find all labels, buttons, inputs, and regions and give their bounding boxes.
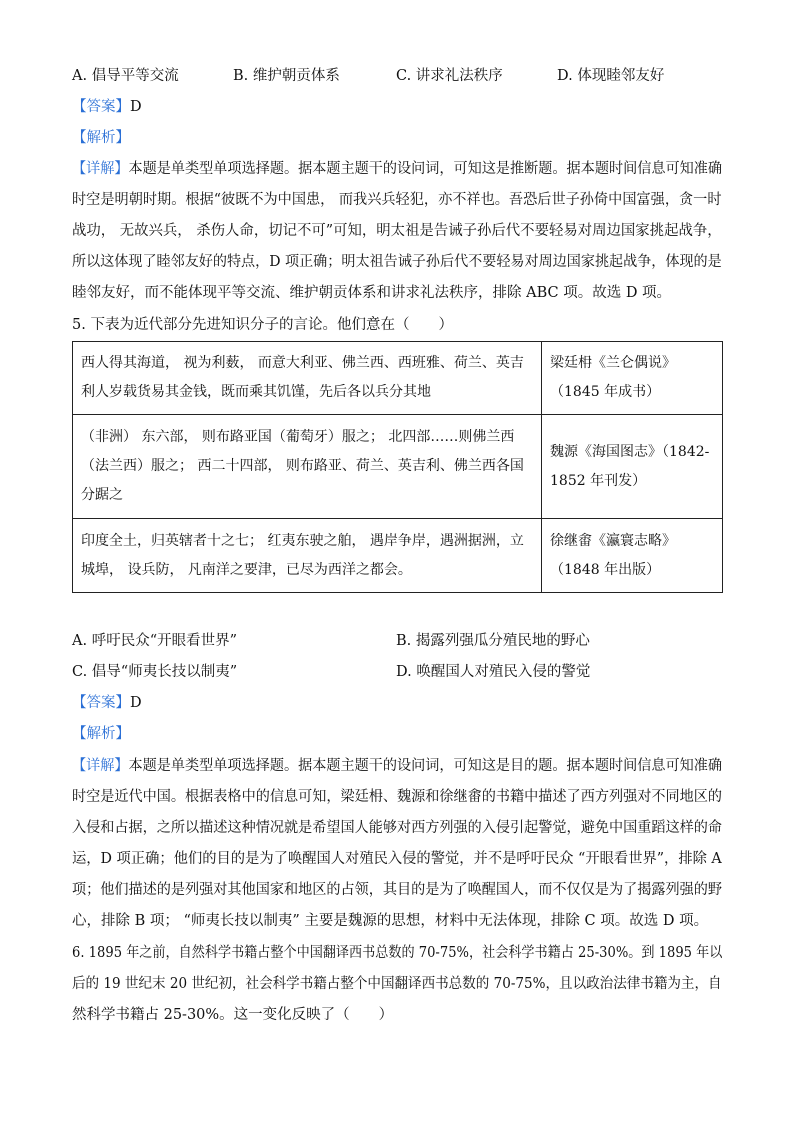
source-cell: 魏源《海国图志》（1842-1852 年刊发） — [542, 415, 723, 519]
q4-detail-line: 战功， 无故兴兵， 杀伤人命，切记不可”可知，明太祖是告诫子孙后代不要轻易对周边国家挑起战争， — [72, 223, 722, 239]
q6-stem-line: 然科学书籍占 25-30%。这一变化反映了（ ） — [72, 1007, 394, 1023]
q5-option-c: C. 倡导“师夷长技以制夷” — [72, 664, 238, 680]
table-row — [73, 342, 723, 415]
source-cell: 梁廷枏《兰仑偶说》（1845 年成书） — [542, 342, 723, 415]
q5-quote-table — [72, 341, 723, 593]
q5-answer — [72, 693, 142, 713]
q5-stem: 5. 下表为近代部分先进知识分子的言论。他们意在（ ） — [72, 317, 453, 333]
q4-option-a: A. 倡导平等交流 — [72, 68, 179, 84]
answer-value: D — [130, 99, 142, 115]
q5-detail-line: 项；他们描述的是列强对其他国家和地区的占领，其目的是为了唤醒国人，而不仅仅是为了揭露列强的野 — [72, 882, 722, 898]
q5-option-b: B. 揭露列强瓜分殖民地的野心 — [396, 633, 590, 649]
table-row — [73, 519, 723, 593]
detail-tag: 【详解】 — [72, 161, 129, 177]
q4-answer — [72, 97, 142, 117]
q5-detail-line: 时空是近代中国。根据表格中的信息可知，梁廷枏、魏源和徐继畬的书籍中描述了西方列强对不同地区的 — [72, 789, 722, 805]
q4-detail-line: 时空是明朝时期。根据“彼既不为中国患， 而我兴兵轻犯，亦不祥也。吾恐后世子孙倚中国富强，贪一时 — [72, 192, 722, 208]
detail-text: 本题是单类型单项选择题。据本题主题干的设问词，可知这是推断题。据本题时间信息可知准确 — [128, 161, 723, 177]
answer-tag: 【答案】 — [72, 695, 130, 711]
analysis-tag: 【解析】 — [72, 726, 130, 742]
q6-stem-line: 后的 19 世纪末 20 世纪初，社会科学书籍占整个中国翻译西书总数的 70-75%，且以政治法律书籍为主，自 — [72, 976, 722, 992]
table-row — [73, 415, 723, 519]
q5-detail-line: 运，D 项正确；他们的目的是为了唤醒国人对殖民入侵的警觉，并不是呼吁民众 “开眼看世界”，排除 A — [72, 851, 722, 867]
q5-option-a: A. 呼吁民众“开眼看世界” — [72, 633, 238, 649]
answer-tag: 【答案】 — [72, 99, 130, 115]
answer-value: D — [130, 695, 142, 711]
quote-cell: 西人得其海道， 视为利薮， 而意大利亚、佛兰西、西班雅、荷兰、英吉利人岁载货易其金钱，既而乘其饥馑，先后各以兵分其地 — [73, 342, 542, 415]
q4-option-d: D. 体现睦邻友好 — [557, 68, 665, 84]
q5-analysis-heading — [72, 724, 130, 744]
quote-cell: （非洲） 东六部， 则布路亚国（葡萄牙）服之； 北四部……则佛兰西（法兰西）服之； 西二十四部， 则布路亚、荷兰、英吉利、佛兰西各国分踞之 — [73, 415, 542, 519]
q4-detail-line — [72, 159, 722, 179]
detail-text: 本题是单类型单项选择题。据本题主题干的设问词，可知这是目的题。据本题时间信息可知准确 — [128, 758, 723, 774]
source-cell: 徐继畬《瀛寰志略》（1848 年出版） — [542, 519, 723, 593]
analysis-tag: 【解析】 — [72, 130, 130, 146]
q4-detail-line: 睦邻友好，而不能体现平等交流、维护朝贡体系和讲求礼法秩序，排除 ABC 项。故选 D 项。 — [72, 285, 672, 301]
q4-analysis-heading — [72, 128, 130, 148]
q4-option-c: C. 讲求礼法秩序 — [396, 68, 503, 84]
detail-tag: 【详解】 — [72, 758, 129, 774]
q5-detail-line: 入侵和占据，之所以描述这种情况就是希望国人能够对西方列强的入侵引起警觉，避免中国重蹈这样的命 — [72, 820, 722, 836]
quote-cell: 印度全土，归英辖者十之七； 红夷东驶之舶， 遇岸争岸，遇洲据洲，立城埠， 设兵防， 凡南洋之要津，已尽为西洋之都会。 — [73, 519, 542, 593]
q4-detail-line: 所以这体现了睦邻友好的特点，D 项正确；明太祖告诫子孙后代不要轻易对周边国家挑起战争，体现的是 — [72, 254, 722, 270]
q6-stem-line: 6. 1895 年之前，自然科学书籍占整个中国翻译西书总数的 70-75%，社会科学书籍占 25-30%。到 1895 年以 — [72, 945, 723, 961]
q5-detail-line — [72, 756, 722, 776]
q5-option-d: D. 唤醒国人对殖民入侵的警觉 — [396, 664, 591, 680]
q5-detail-line: 心，排除 B 项； “师夷长技以制夷” 主要是魏源的思想，材料中无法体现，排除 C 项。故选 D 项。 — [72, 913, 709, 929]
q4-option-b: B. 维护朝贡体系 — [233, 68, 340, 84]
